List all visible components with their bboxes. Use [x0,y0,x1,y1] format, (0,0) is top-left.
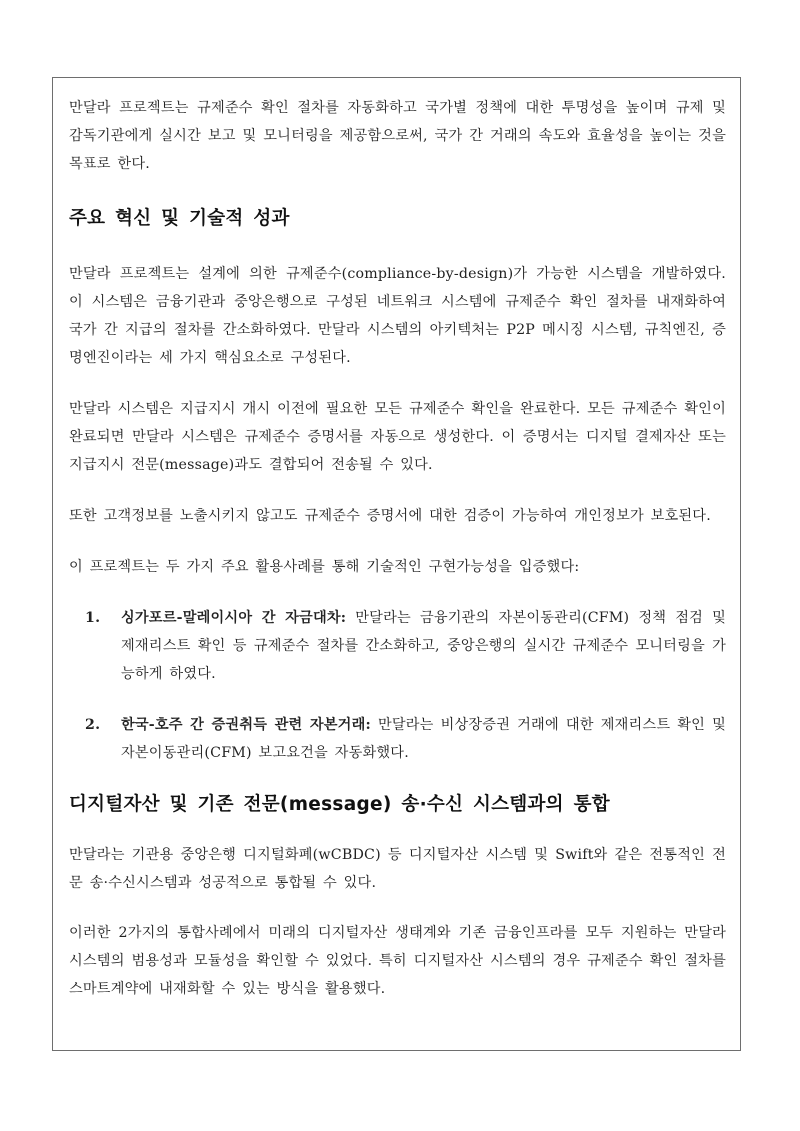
use-case-text: 만달라는 금융기관의 자본이동관리(CFM) 정책 점검 및 제재리스트 확인 등 규제준수 절차를 간소화하고, 중앙은행의 실시간 규제준수 모니터링을 가능하게 하였다. [121,610,726,682]
use-case-title: 싱가포르-말레이시아 간 자금대차: [121,610,347,626]
paragraph-integration: 만달라는 기관용 중앙은행 디지털화폐(wCBDC) 등 디지털자산 시스템 및 Swift와 같은 전통적인 전문 송·수신시스템과 성공적으로 통합될 수 있다. [69,847,726,891]
list-spacer [69,688,726,711]
section-heading-integration: 디지털자산 및 기존 전문(message) 송·수신 시스템과의 통합 [69,794,610,815]
paragraph-compliance-by-design: 만달라 프로젝트는 설계에 의한 규제준수(compliance-by-design)가 가능한 시스템을 개발하였다. 이 시스템은 금융기관과 중앙은행으로 구성된 네트워크 시스템에 규제준수 확인 절차를 내재화하여 국가 간 지급의 절차를 간소화하였다. 만달라 시스템의 아키텍처는 P2P 메시징 시스템, 규칙엔진, 증명엔진이라는 세 가지 핵심요소로 구성된다. [69,266,726,366]
paragraph-privacy: 또한 고객정보를 노출시키지 않고도 규제준수 증명서에 대한 검증이 가능하여 개인정보가 보호된다. [69,508,711,524]
use-case-text: 만달라는 비상장증권 거래에 대한 제재리스트 확인 및 자본이동관리(CFM) 보고요건을 자동화했다. [121,717,726,761]
paragraph-use-cases-intro: 이 프로젝트는 두 가지 주요 활용사례를 통해 기술적인 구현가능성을 입증했다: [69,559,580,575]
use-case-item [85,711,726,767]
paragraph-integration-cases: 이러한 2가지의 통합사례에서 미래의 디지털자산 생태계와 기존 금융인프라를 모두 지원하는 만달라 시스템의 범용성과 모듈성을 확인할 수 있었다. 특히 디지털자산 시스템의 경우 규제준수 확인 절차를 스마트계약에 내재화할 수 있는 방식을 활용했다. [69,925,726,997]
paragraph-compliance-proof: 만달라 시스템은 지급지시 개시 이전에 필요한 모든 규제준수 확인을 완료한다. 모든 규제준수 확인이 완료되면 만달라 시스템은 규제준수 증명서를 자동으로 생성한다. 이 증명서는 디지털 결제자산 또는 지급지시 전문(message)과도 결합되어 전송될 수 있다. [69,401,726,473]
list-number: 1. [85,610,101,626]
document-content [69,94,726,1003]
list-number: 2. [85,717,101,733]
use-case-title: 한국-호주 간 증권취득 관련 자본거래: [121,717,371,733]
use-case-item [85,604,726,688]
document-frame [52,77,741,1051]
section-heading-innovations: 주요 혁신 및 기술적 성과 [69,208,290,229]
use-case-list [69,604,726,767]
intro-paragraph: 만달라 프로젝트는 규제준수 확인 절차를 자동화하고 국가별 정책에 대한 투명성을 높이며 규제 및 감독기관에게 실시간 보고 및 모니터링을 제공함으로써, 국가 간 거래의 속도와 효율성을 높이는 것을 목표로 한다. [69,100,726,172]
